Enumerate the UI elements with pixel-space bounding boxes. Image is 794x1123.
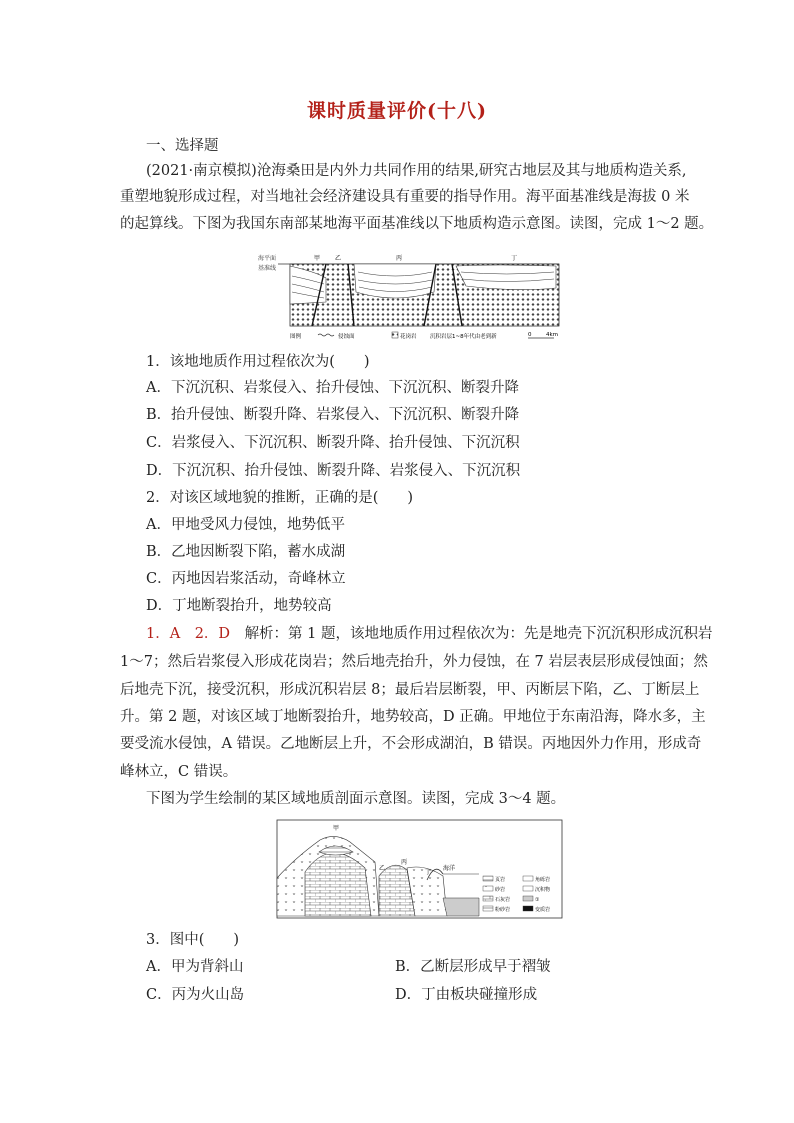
legend-label: 图例 xyxy=(290,334,302,340)
legend-label: 粉砂岩 xyxy=(495,907,511,913)
figure-label: 海平面 xyxy=(258,255,277,262)
figure-label: 甲 xyxy=(314,255,321,262)
option: A．甲地受风力侵蚀，地势低平 xyxy=(146,517,345,533)
answer-line: 要受流水侵蚀，A 错误。乙地断层上升，不会形成湖泊，B 错误。丙地因外力作用，形成奇 xyxy=(120,736,702,752)
figure-label: 海洋 xyxy=(443,865,456,872)
legend-label: 砂岩 xyxy=(495,887,506,893)
answer-line xyxy=(146,624,713,644)
figure-label: 丙 xyxy=(401,859,408,866)
legend-label: 花岗岩 xyxy=(400,334,417,340)
intro-line: 重塑地貌形成过程，对当地社会经济建设具有重要的指导作用。海平面基准线是海拔 0 米 xyxy=(120,189,690,205)
legend-label: ① xyxy=(535,897,540,903)
option: B．乙断层形成早于褶皱 xyxy=(395,959,551,975)
intro-line: 的起算线。下图为我国东南部某地海平面基准线以下地质构造示意图。读图，完成 1～2 题。 xyxy=(120,216,714,232)
scale-label: 4km xyxy=(546,332,559,338)
answer-line: 后地壳下沉，接受沉积，形成沉积岩层 8；最后岩层断裂，甲、丙断层下陷，乙、丁断层上 xyxy=(120,682,700,698)
legend-label: 沉积岩层1~8年代由老到新 xyxy=(430,334,497,340)
figure-label: 丁 xyxy=(425,869,432,876)
figure-label: 甲 xyxy=(333,825,340,832)
answer-text: 解析：第 1 题，该地地质作用过程依次为：先是地壳下沉沉积形成沉积岩 xyxy=(244,626,713,642)
legend-label: 侵蚀面 xyxy=(338,334,355,340)
section-heading: 一、选择题 xyxy=(146,138,219,154)
scale-label: 0 xyxy=(528,332,532,338)
intro-line: 下图为学生绘制的某区域地质剖面示意图。读图，完成 3～4 题。 xyxy=(146,791,566,807)
option: B．乙地因断裂下陷，蓄水成湖 xyxy=(146,544,346,560)
page-title: 课时质量评价(十八) xyxy=(307,100,487,122)
option: D．下沉沉积、抬升侵蚀、断裂升降、岩浆侵入、下沉沉积 xyxy=(146,463,521,479)
answer-line: 峰林立，C 错误。 xyxy=(120,764,238,780)
question-stem: 1．该地地质作用过程依次为( ) xyxy=(146,354,370,370)
intro-line: (2021·南京模拟)沧海桑田是内外力共同作用的结果,研究古地层及其与地质构造关系, xyxy=(146,163,687,179)
option: A．下沉沉积、岩浆侵入、抬升侵蚀、下沉沉积、断裂升降 xyxy=(146,380,519,396)
figure-label: 丙 xyxy=(396,255,403,262)
answer-line: 升。第 2 题，对该区域丁地断裂抬升，地势较高，D 正确。甲地位于东南沿海，降水多，主 xyxy=(120,709,706,725)
option: A．甲为背斜山 xyxy=(146,959,244,975)
question-stem: 2．对该区域地貌的推断，正确的是( ) xyxy=(146,490,414,506)
option: C．岩浆侵入、下沉沉积、断裂升降、抬升侵蚀、下沉沉积 xyxy=(146,435,520,451)
legend-label: 沉积物 xyxy=(535,887,551,893)
answer-key: 1．A 2．D xyxy=(146,626,231,642)
option: D．丁由板块碰撞形成 xyxy=(395,987,538,1003)
figure-label: 乙 xyxy=(379,865,386,872)
answer-line: 1～7；然后岩浆侵入形成花岗岩；然后地壳抬升，外力侵蚀，在 7 岩层表层形成侵蚀面；然 xyxy=(120,654,708,670)
geology-section-figure-1 xyxy=(256,252,568,344)
option: D．丁地断裂抬升，地势较高 xyxy=(146,598,332,614)
question-stem: 3．图中( ) xyxy=(146,932,240,948)
figure-label: 丁 xyxy=(511,255,518,262)
option: C．丙为火山岛 xyxy=(146,987,245,1003)
legend-label: 变质岩 xyxy=(535,907,551,913)
legend-label: 页岩 xyxy=(495,877,506,883)
option: C．丙地因岩浆活动，奇峰林立 xyxy=(146,571,346,587)
figure-label: 基准线 xyxy=(258,265,277,272)
figure-label: 乙 xyxy=(335,255,342,262)
legend-label: 角砾岩 xyxy=(535,877,551,883)
legend-label: 石灰岩 xyxy=(495,897,511,903)
geology-section-figure-2 xyxy=(275,818,565,920)
option: B．抬升侵蚀、断裂升降、岩浆侵入、下沉沉积、断裂升降 xyxy=(146,407,520,423)
